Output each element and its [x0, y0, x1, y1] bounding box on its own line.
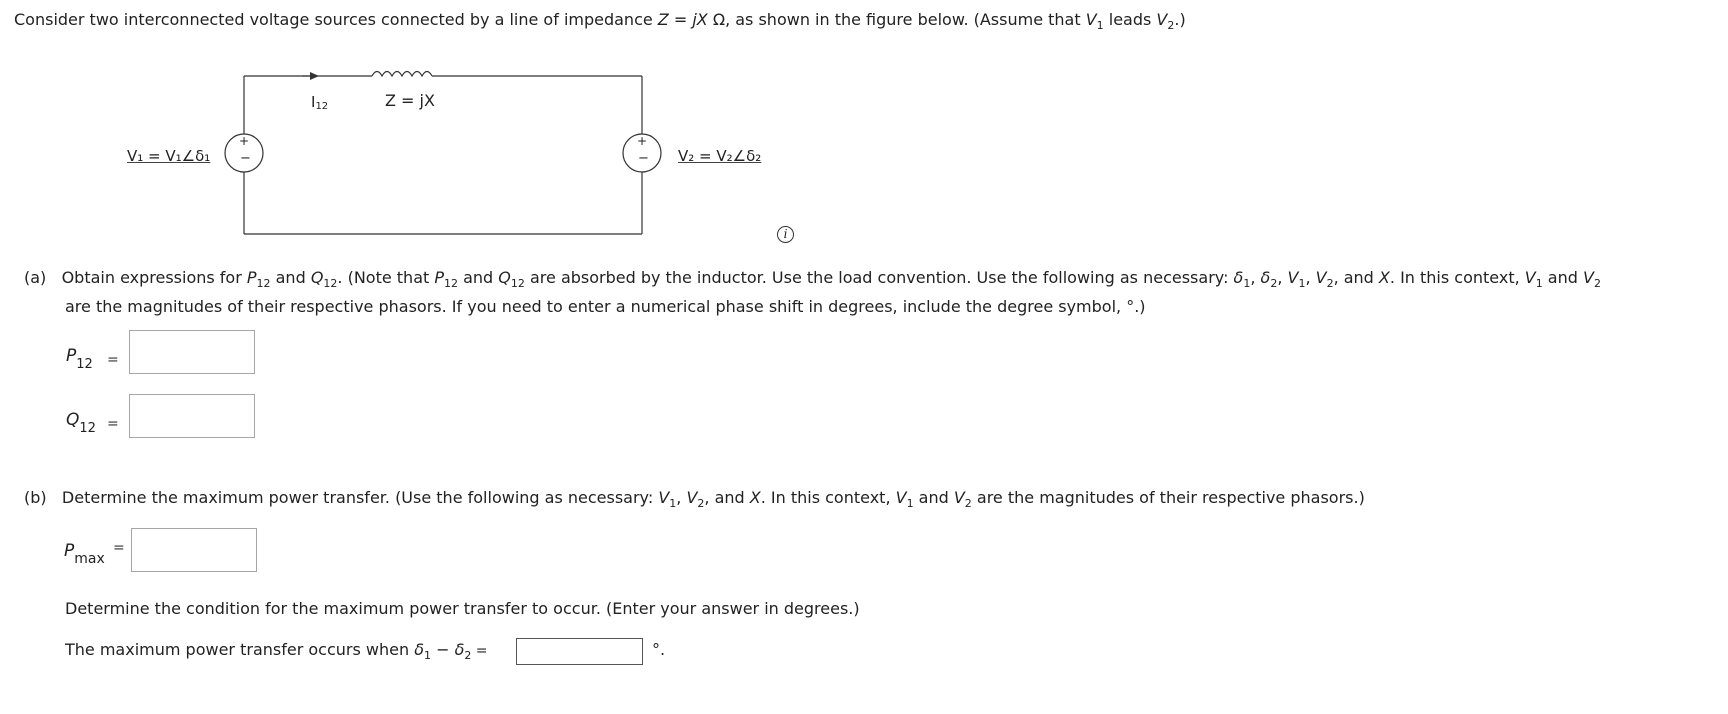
- part-b-question: (b) Determine the maximum power transfer. (Use the following as necessary: $V_1$, $V_2$, and X. In this context, $V_1$ and $V_2$ are the magnitudes of their respective phasors.): [24, 488, 1365, 510]
- delta-difference-input[interactable]: [516, 638, 643, 665]
- p12-input[interactable]: [129, 330, 255, 374]
- pmax-equals: =: [113, 540, 125, 556]
- source-1-label: V₁ = V₁∠δ₁: [127, 147, 211, 165]
- part-a-question-line2: are the magnitudes of their respective phasors. If you need to enter a numerical phase shift in degrees, include the degree symbol, °.): [65, 297, 1146, 316]
- current-label: $I_{12}$: [311, 93, 329, 112]
- info-icon[interactable]: i: [777, 226, 794, 243]
- q12-label: $Q_{12}$: [66, 410, 96, 436]
- pmax-input[interactable]: [131, 528, 257, 572]
- p12-equals: =: [107, 352, 119, 368]
- p12-label: $P_{12}$: [66, 346, 93, 372]
- q12-input[interactable]: [129, 394, 255, 438]
- source-1-minus: −: [240, 151, 251, 166]
- inductor-coil: [372, 72, 432, 77]
- problem-intro: Consider two interconnected voltage sources connected by a line of impedance Z = jX Ω, as shown in the figure below. (Assume that $V_1$ leads $V_2$.): [14, 10, 1186, 32]
- source-2-plus: +: [637, 134, 648, 148]
- part-a-question: (a) Obtain expressions for $P_{12}$ and $Q_{12}$. (Note that $P_{12}$ and $Q_{12}$ are absorbed by the inductor. Use the load convention. Use the following as necessary: $\delta_1$, $\delta_2$, $V_1$, $V_2$, and X. In this context, $V_1$ and $V_2$: [24, 268, 1601, 290]
- q12-equals: =: [107, 416, 119, 432]
- source-2-minus: −: [638, 151, 649, 166]
- impedance-label: Z = jX: [385, 91, 435, 110]
- condition-prompt: Determine the condition for the maximum power transfer to occur. (Enter your answer in degrees.): [65, 599, 860, 618]
- condition-statement: The maximum power transfer occurs when $\delta_1 - \delta_2$ =: [65, 640, 488, 662]
- source-1-plus: +: [239, 134, 250, 148]
- pmax-label: $P_{max}$: [64, 541, 105, 567]
- source-2-label: V₂ = V₂∠δ₂: [678, 147, 762, 165]
- degree-symbol: °.: [652, 640, 666, 659]
- current-arrow-head: [310, 72, 319, 80]
